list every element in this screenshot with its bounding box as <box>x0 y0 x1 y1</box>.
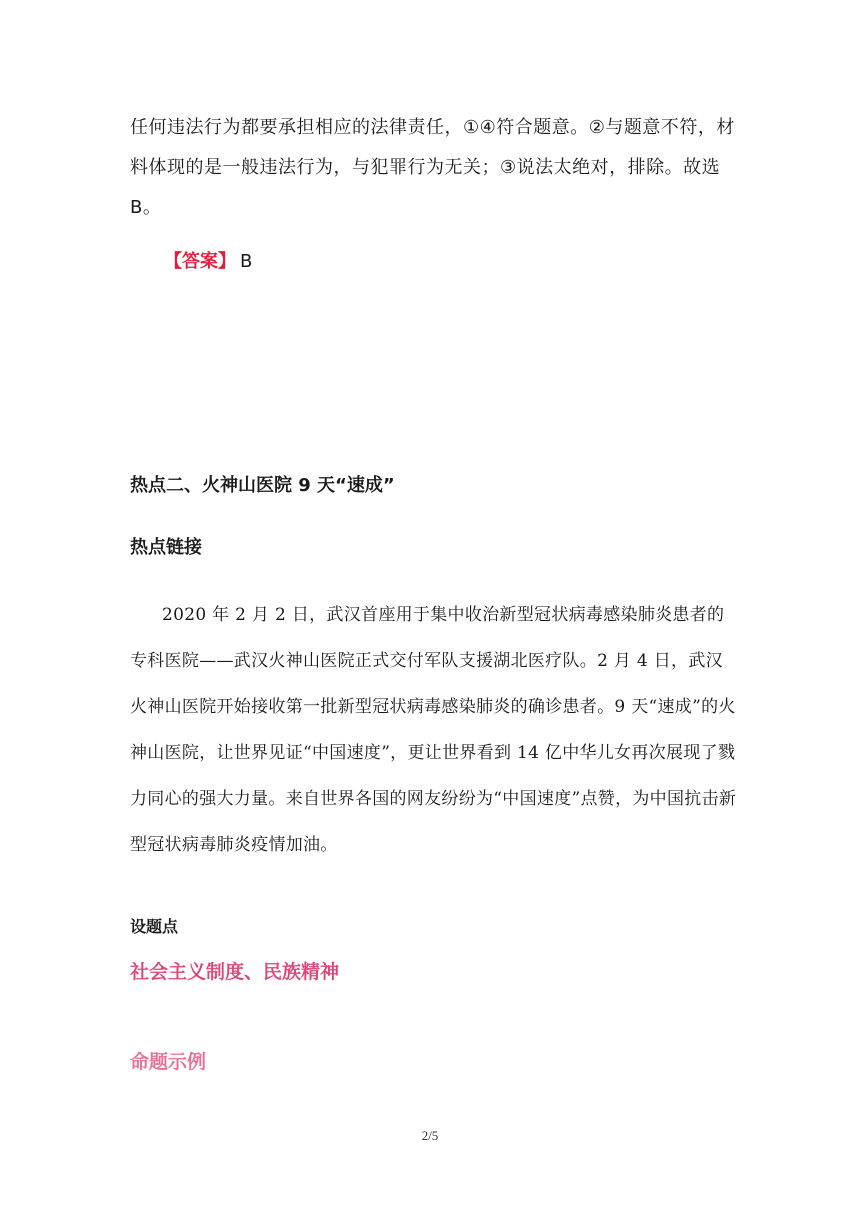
page-number: 2/5 <box>421 1128 439 1143</box>
design-point-heading: 设题点 <box>130 917 179 936</box>
answer-line <box>164 242 252 282</box>
answer-label: 【答案】 <box>164 251 236 272</box>
hotspot-title: 热点二、火神山医院 9 天“速成” <box>130 475 395 496</box>
explanation-paragraph: 任何违法行为都要承担相应的法律责任，①④符合题意。②与题意不符，材料体现的是一般违法行为，与犯罪行为无关；③说法太绝对，排除。故选 B。 <box>130 117 735 218</box>
answer-value: B <box>240 251 253 272</box>
design-point-topic: 社会主义制度、民族精神 <box>130 961 340 983</box>
hotspot-link-heading: 热点链接 <box>130 537 202 558</box>
hotspot-paragraph: 2020 年 2 月 2 日，武汉首座用于集中收治新型冠状病毒感染肺炎患者的专科医院——武汉火神山医院正式交付军队支援湖北医疗队。2 月 4 日，武汉火神山医院开始接收第一批新型冠状病毒感染肺炎的确诊患者。9 天“速成”的火神山医院，让世界见证“中国速度”，更让世界看到 14 亿中华儿女再次展现了戮力同心的强大力量。来自世界各国的网友纷纷为“中国速度”点赞，为中国抗击新型冠状病毒肺炎疫情加油。 <box>130 605 737 855</box>
example-heading: 命题示例 <box>130 1051 207 1073</box>
